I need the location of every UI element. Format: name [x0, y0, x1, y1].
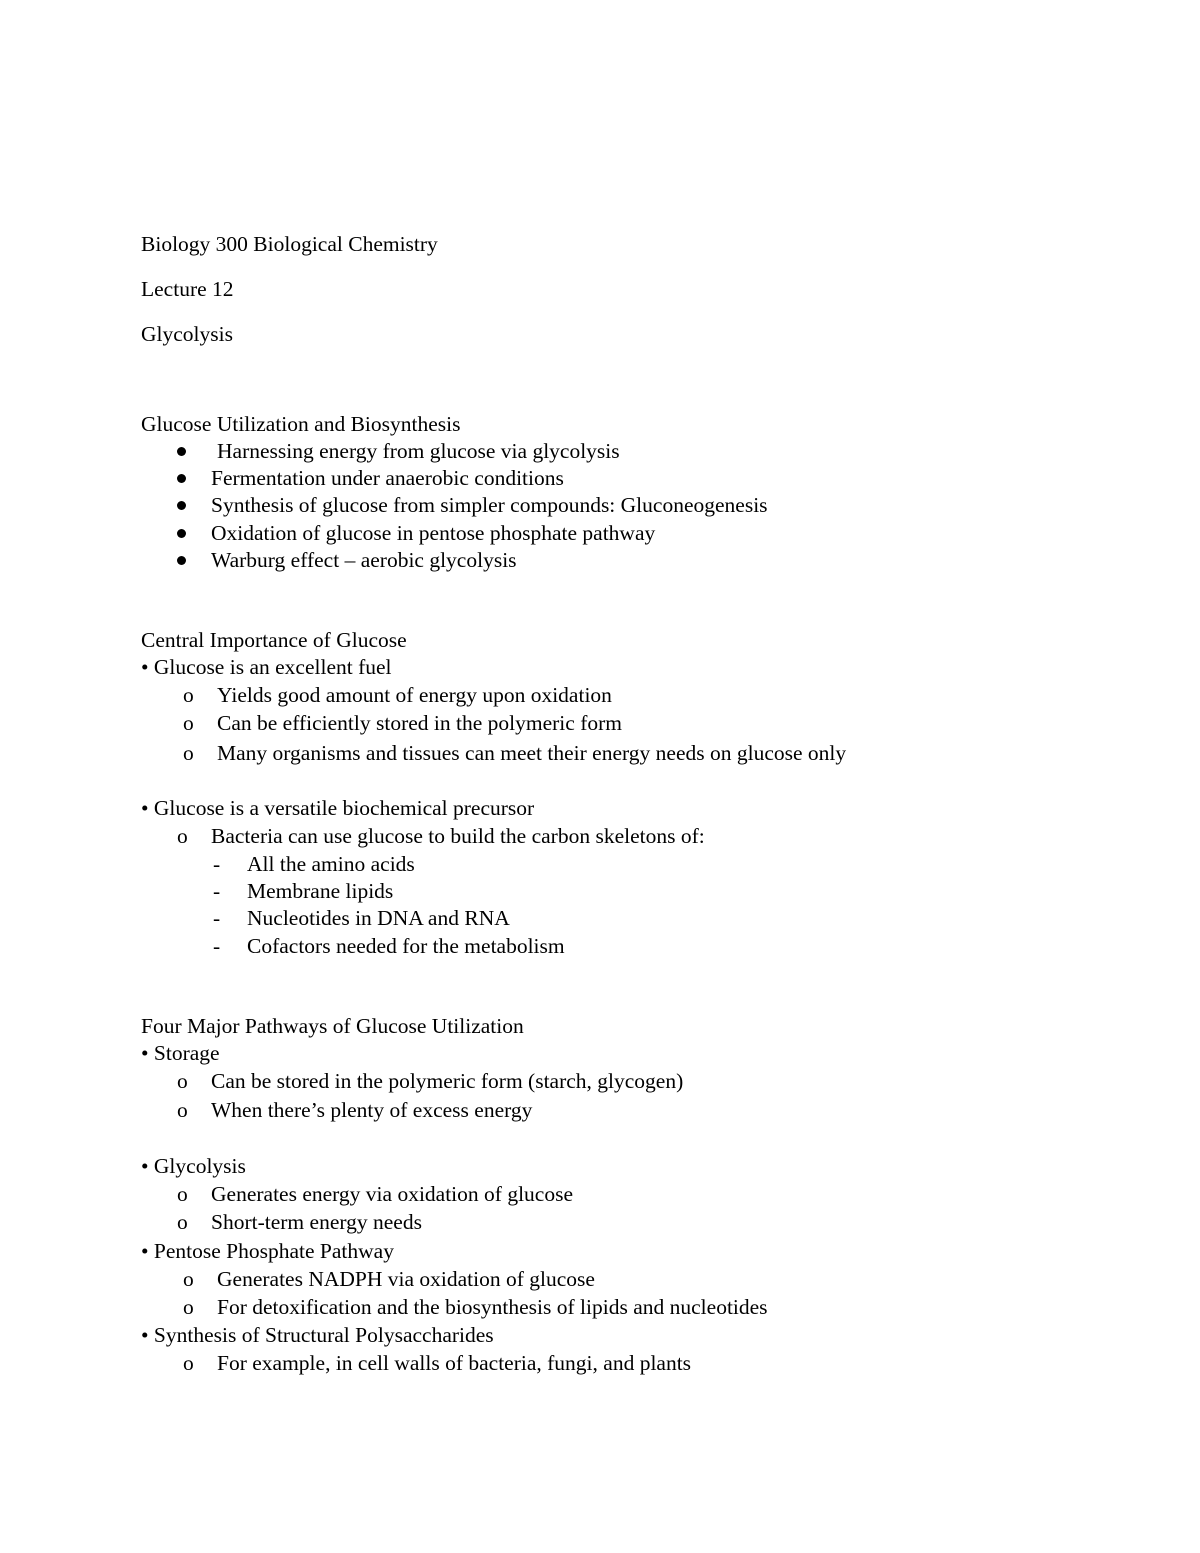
section-heading-central-importance: Central Importance of Glucose [141, 628, 407, 652]
list-item: Can be efficiently stored in the polymeric form [217, 711, 622, 735]
circle-bullet-icon: o [183, 683, 194, 707]
circle-bullet-icon: o [183, 1351, 194, 1375]
list-item: Warburg effect – aerobic glycolysis [211, 548, 517, 572]
dash-bullet-icon: - [213, 906, 221, 930]
bullet-pentose-phosphate: • Pentose Phosphate Pathway [141, 1239, 394, 1263]
list-item: Many organisms and tissues can meet their energy needs on glucose only [217, 741, 847, 765]
bullet-dot-icon [177, 529, 186, 538]
bullet-dot-icon [177, 474, 186, 483]
list-item: When there’s plenty of excess energy [211, 1098, 533, 1122]
list-item: Short-term energy needs [211, 1210, 422, 1234]
list-item: Generates energy via oxidation of glucose [211, 1182, 573, 1206]
circle-bullet-icon: o [177, 1182, 188, 1206]
circle-bullet-icon: o [183, 1295, 194, 1319]
circle-bullet-icon: o [177, 1098, 188, 1122]
lecture-number: Lecture 12 [141, 277, 234, 301]
bullet-glycolysis: • Glycolysis [141, 1154, 246, 1178]
list-item: Generates NADPH via oxidation of glucose [217, 1267, 595, 1291]
list-item: Bacteria can use glucose to build the carbon skeletons of: [211, 824, 705, 848]
list-item: Yields good amount of energy upon oxidation [217, 683, 612, 707]
list-item: Cofactors needed for the metabolism [247, 934, 565, 958]
bullet-glucose-fuel: • Glucose is an excellent fuel [141, 655, 392, 679]
list-item: All the amino acids [247, 852, 415, 876]
bullet-dot-icon [177, 501, 186, 510]
list-item: For detoxification and the biosynthesis of lipids and nucleotides [217, 1295, 768, 1319]
bullet-storage: • Storage [141, 1041, 220, 1065]
list-item: For example, in cell walls of bacteria, fungi, and plants [217, 1351, 692, 1375]
course-title: Biology 300 Biological Chemistry [141, 232, 438, 256]
circle-bullet-icon: o [183, 741, 194, 765]
bullet-dot-icon [177, 556, 186, 565]
lecture-topic: Glycolysis [141, 322, 233, 346]
list-item: Oxidation of glucose in pentose phosphate pathway [211, 521, 656, 545]
list-item: Can be stored in the polymeric form (starch, glycogen) [211, 1069, 684, 1093]
list-item: Harnessing energy from glucose via glycolysis [217, 439, 620, 463]
bullet-glucose-precursor: • Glucose is a versatile biochemical precursor [141, 796, 535, 820]
section-heading-glucose-utilization: Glucose Utilization and Biosynthesis [141, 412, 461, 436]
bullet-dot-icon [177, 447, 186, 456]
list-item: Nucleotides in DNA and RNA [247, 906, 510, 930]
circle-bullet-icon: o [183, 1267, 194, 1291]
circle-bullet-icon: o [177, 1069, 188, 1093]
dash-bullet-icon: - [213, 879, 221, 903]
circle-bullet-icon: o [177, 824, 188, 848]
dash-bullet-icon: - [213, 934, 221, 958]
list-item: Synthesis of glucose from simpler compounds: Gluconeogenesis [211, 493, 768, 517]
list-item: Fermentation under anaerobic conditions [211, 466, 564, 490]
list-item: Membrane lipids [247, 879, 394, 903]
section-heading-four-pathways: Four Major Pathways of Glucose Utilization [141, 1014, 524, 1038]
circle-bullet-icon: o [183, 711, 194, 735]
circle-bullet-icon: o [177, 1210, 188, 1234]
bullet-structural-polysaccharides: • Synthesis of Structural Polysaccharides [141, 1323, 494, 1347]
dash-bullet-icon: - [213, 852, 221, 876]
